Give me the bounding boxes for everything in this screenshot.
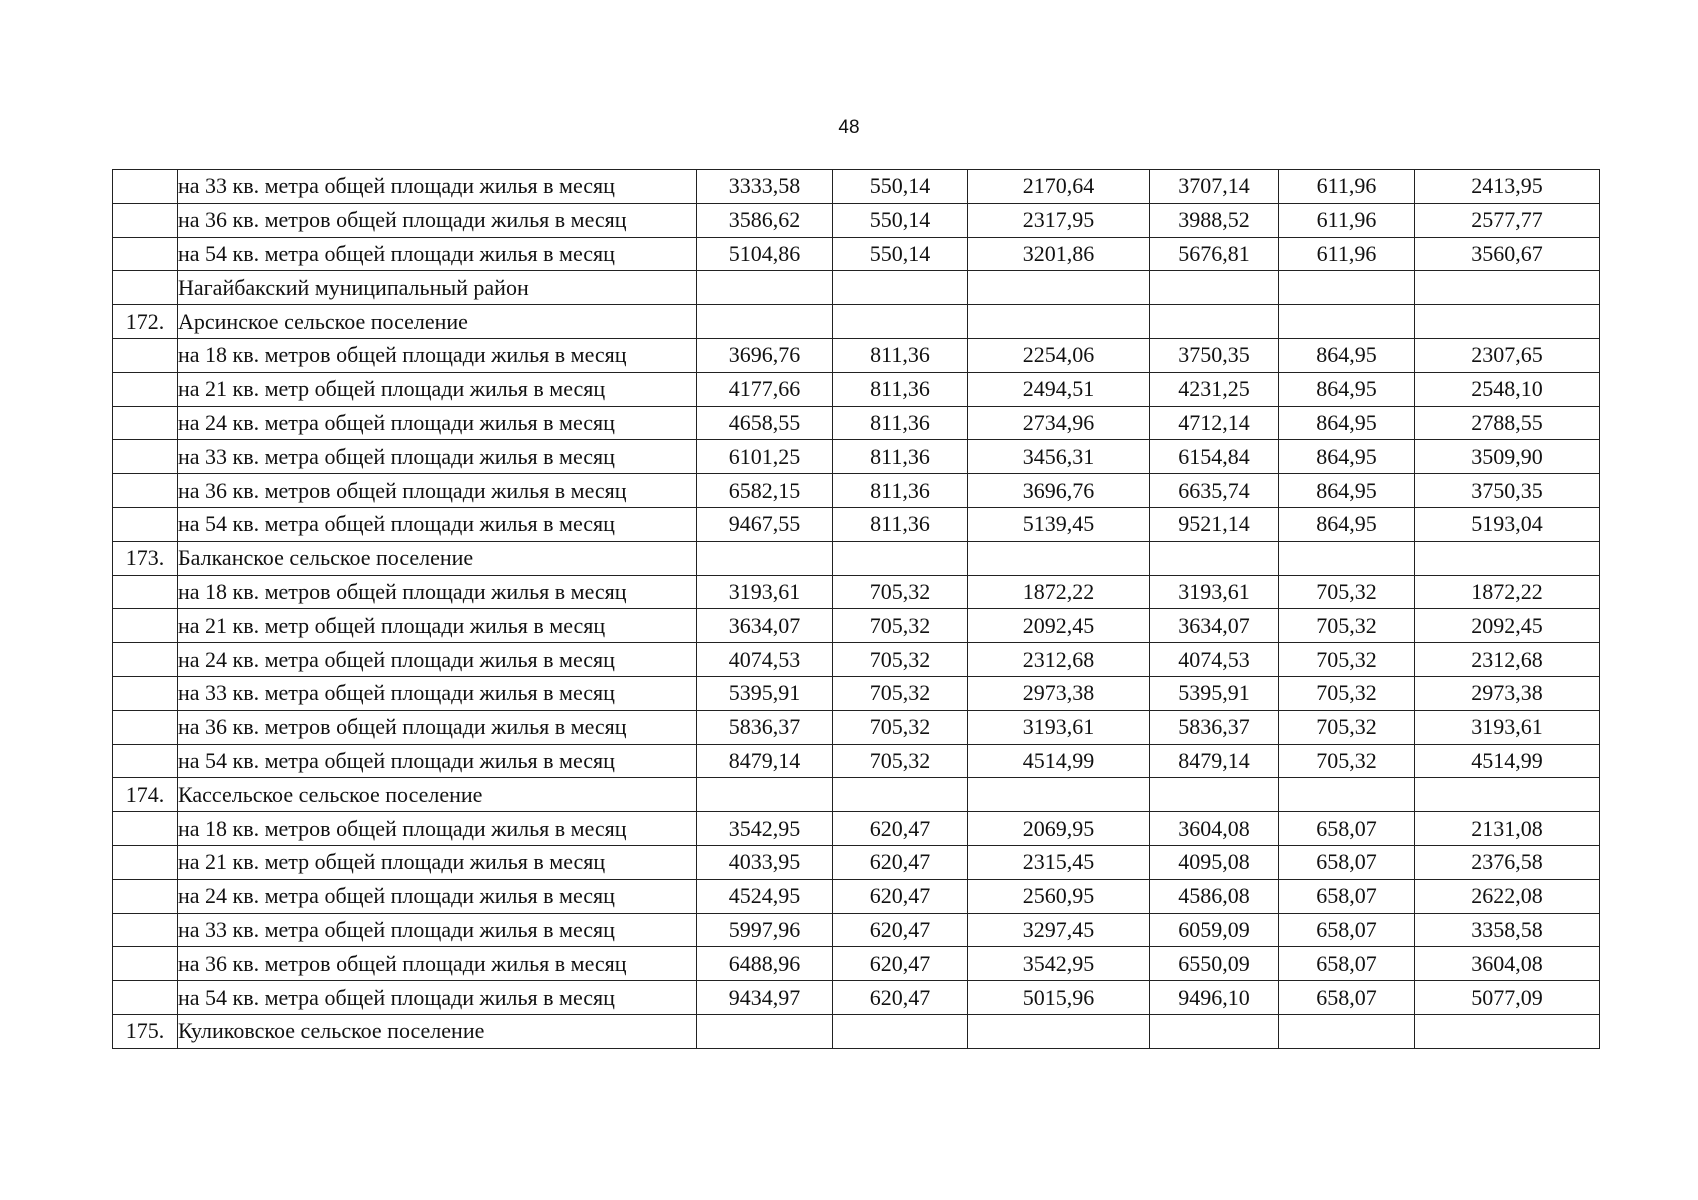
value-cell-4: 4586,08	[1150, 879, 1279, 913]
table-row	[113, 440, 1600, 474]
table-row	[113, 271, 1600, 305]
row-number-cell	[113, 845, 178, 879]
value-cell-6: 2092,45	[1415, 609, 1600, 643]
value-cell-2: 705,32	[833, 676, 968, 710]
value-cell-2: 550,14	[833, 170, 968, 204]
value-cell-6: 3193,61	[1415, 710, 1600, 744]
value-cell-5: 705,32	[1279, 643, 1415, 677]
value-cell-3	[968, 778, 1150, 812]
value-cell-3: 3696,76	[968, 474, 1150, 508]
value-cell-2: 620,47	[833, 981, 968, 1015]
row-number-cell: 173.	[113, 541, 178, 575]
row-number-cell	[113, 440, 178, 474]
value-cell-4: 5395,91	[1150, 676, 1279, 710]
row-number-cell	[113, 812, 178, 846]
value-cell-2: 550,14	[833, 237, 968, 271]
value-cell-4: 3988,52	[1150, 203, 1279, 237]
value-cell-5: 864,95	[1279, 474, 1415, 508]
value-cell-6: 2548,10	[1415, 372, 1600, 406]
value-cell-2: 620,47	[833, 947, 968, 981]
value-cell-1: 4074,53	[697, 643, 833, 677]
value-cell-5: 864,95	[1279, 440, 1415, 474]
table-row	[113, 947, 1600, 981]
row-number-cell	[113, 406, 178, 440]
value-cell-2: 705,32	[833, 575, 968, 609]
row-number-cell	[113, 643, 178, 677]
value-cell-6	[1415, 1014, 1600, 1048]
value-cell-3: 5139,45	[968, 507, 1150, 541]
value-cell-6: 5193,04	[1415, 507, 1600, 541]
value-cell-2: 705,32	[833, 609, 968, 643]
value-cell-1	[697, 1014, 833, 1048]
value-cell-5: 658,07	[1279, 812, 1415, 846]
row-name-cell: Арсинское сельское поселение	[178, 305, 697, 339]
table-row	[113, 609, 1600, 643]
value-cell-5	[1279, 778, 1415, 812]
value-cell-2: 705,32	[833, 744, 968, 778]
value-cell-3: 3456,31	[968, 440, 1150, 474]
value-cell-5: 658,07	[1279, 981, 1415, 1015]
value-cell-1: 5395,91	[697, 676, 833, 710]
row-number-cell	[113, 237, 178, 271]
value-cell-4: 3707,14	[1150, 170, 1279, 204]
value-cell-6: 2788,55	[1415, 406, 1600, 440]
value-cell-6: 2131,08	[1415, 812, 1600, 846]
value-cell-3	[968, 1014, 1150, 1048]
value-cell-5: 658,07	[1279, 947, 1415, 981]
value-cell-6: 3750,35	[1415, 474, 1600, 508]
row-name-cell: Куликовское сельское поселение	[178, 1014, 697, 1048]
value-cell-1: 5104,86	[697, 237, 833, 271]
row-number-cell	[113, 676, 178, 710]
value-cell-1: 4658,55	[697, 406, 833, 440]
row-number-cell	[113, 879, 178, 913]
row-name-cell: на 36 кв. метров общей площади жилья в месяц	[178, 203, 697, 237]
row-number-cell: 174.	[113, 778, 178, 812]
row-name-cell: на 54 кв. метра общей площади жилья в месяц	[178, 507, 697, 541]
value-cell-3: 5015,96	[968, 981, 1150, 1015]
table-row	[113, 305, 1600, 339]
value-cell-1: 4033,95	[697, 845, 833, 879]
value-cell-5: 864,95	[1279, 507, 1415, 541]
value-cell-1	[697, 541, 833, 575]
row-name-cell: на 33 кв. метра общей площади жилья в месяц	[178, 913, 697, 947]
row-number-cell: 172.	[113, 305, 178, 339]
value-cell-6: 3560,67	[1415, 237, 1600, 271]
value-cell-3: 2170,64	[968, 170, 1150, 204]
table-row	[113, 913, 1600, 947]
row-number-cell	[113, 913, 178, 947]
value-cell-5	[1279, 541, 1415, 575]
value-cell-3	[968, 541, 1150, 575]
value-cell-5: 705,32	[1279, 575, 1415, 609]
value-cell-5: 864,95	[1279, 372, 1415, 406]
value-cell-4	[1150, 541, 1279, 575]
value-cell-2: 620,47	[833, 913, 968, 947]
value-cell-1: 9434,97	[697, 981, 833, 1015]
value-cell-5: 611,96	[1279, 237, 1415, 271]
value-cell-2: 811,36	[833, 338, 968, 372]
value-cell-2: 811,36	[833, 474, 968, 508]
value-cell-2: 811,36	[833, 440, 968, 474]
row-number-cell	[113, 338, 178, 372]
row-number-cell: 175.	[113, 1014, 178, 1048]
value-cell-3: 2315,45	[968, 845, 1150, 879]
row-name-cell: на 33 кв. метра общей площади жилья в месяц	[178, 676, 697, 710]
value-cell-6: 3604,08	[1415, 947, 1600, 981]
value-cell-6: 1872,22	[1415, 575, 1600, 609]
table-row	[113, 879, 1600, 913]
value-cell-6: 2973,38	[1415, 676, 1600, 710]
value-cell-5: 705,32	[1279, 710, 1415, 744]
value-cell-1: 4177,66	[697, 372, 833, 406]
value-cell-5: 611,96	[1279, 203, 1415, 237]
value-cell-1	[697, 778, 833, 812]
value-cell-2: 811,36	[833, 507, 968, 541]
value-cell-1: 4524,95	[697, 879, 833, 913]
row-name-cell: на 21 кв. метр общей площади жилья в месяц	[178, 845, 697, 879]
value-cell-4: 6550,09	[1150, 947, 1279, 981]
row-name-cell: на 33 кв. метра общей площади жилья в месяц	[178, 440, 697, 474]
value-cell-4	[1150, 1014, 1279, 1048]
row-name-cell: на 24 кв. метра общей площади жилья в месяц	[178, 406, 697, 440]
value-cell-3: 2254,06	[968, 338, 1150, 372]
value-cell-5: 705,32	[1279, 676, 1415, 710]
value-cell-5	[1279, 271, 1415, 305]
value-cell-6: 2376,58	[1415, 845, 1600, 879]
row-name-cell: на 18 кв. метров общей площади жилья в месяц	[178, 575, 697, 609]
value-cell-3: 2973,38	[968, 676, 1150, 710]
value-cell-6	[1415, 541, 1600, 575]
value-cell-6: 2312,68	[1415, 643, 1600, 677]
value-cell-5: 658,07	[1279, 879, 1415, 913]
value-cell-3: 2494,51	[968, 372, 1150, 406]
value-cell-4	[1150, 305, 1279, 339]
value-cell-6: 2577,77	[1415, 203, 1600, 237]
value-cell-4: 6154,84	[1150, 440, 1279, 474]
value-cell-1: 3696,76	[697, 338, 833, 372]
value-cell-2: 620,47	[833, 879, 968, 913]
row-name-cell: на 36 кв. метров общей площади жилья в месяц	[178, 474, 697, 508]
table-row	[113, 812, 1600, 846]
value-cell-4: 4074,53	[1150, 643, 1279, 677]
value-cell-5: 705,32	[1279, 744, 1415, 778]
value-cell-2: 705,32	[833, 643, 968, 677]
value-cell-2: 550,14	[833, 203, 968, 237]
table-row	[113, 1014, 1600, 1048]
value-cell-4: 5836,37	[1150, 710, 1279, 744]
row-number-cell	[113, 710, 178, 744]
value-cell-5: 658,07	[1279, 913, 1415, 947]
value-cell-5: 705,32	[1279, 609, 1415, 643]
row-name-cell: на 36 кв. метров общей площади жилья в месяц	[178, 947, 697, 981]
value-cell-1: 8479,14	[697, 744, 833, 778]
value-cell-5: 658,07	[1279, 845, 1415, 879]
value-cell-5: 864,95	[1279, 406, 1415, 440]
table-row	[113, 474, 1600, 508]
tariff-table	[112, 169, 1600, 1049]
row-number-cell	[113, 609, 178, 643]
value-cell-2	[833, 778, 968, 812]
row-name-cell: на 18 кв. метров общей площади жилья в месяц	[178, 812, 697, 846]
value-cell-1: 6101,25	[697, 440, 833, 474]
row-name-cell: на 21 кв. метр общей площади жилья в месяц	[178, 372, 697, 406]
value-cell-5	[1279, 1014, 1415, 1048]
page-number: 48	[838, 117, 860, 138]
value-cell-3: 2069,95	[968, 812, 1150, 846]
value-cell-4: 3750,35	[1150, 338, 1279, 372]
value-cell-2: 620,47	[833, 812, 968, 846]
value-cell-1: 3542,95	[697, 812, 833, 846]
value-cell-1: 3333,58	[697, 170, 833, 204]
row-number-cell	[113, 575, 178, 609]
row-number-cell	[113, 507, 178, 541]
value-cell-6: 4514,99	[1415, 744, 1600, 778]
value-cell-2	[833, 271, 968, 305]
row-number-cell	[113, 744, 178, 778]
value-cell-4: 4712,14	[1150, 406, 1279, 440]
table-row	[113, 406, 1600, 440]
value-cell-4	[1150, 778, 1279, 812]
value-cell-4: 8479,14	[1150, 744, 1279, 778]
value-cell-3: 3297,45	[968, 913, 1150, 947]
table-row	[113, 778, 1600, 812]
row-number-cell	[113, 203, 178, 237]
row-name-cell: на 54 кв. метра общей площади жилья в месяц	[178, 237, 697, 271]
value-cell-5: 611,96	[1279, 170, 1415, 204]
value-cell-4: 9521,14	[1150, 507, 1279, 541]
value-cell-4	[1150, 271, 1279, 305]
value-cell-1: 3634,07	[697, 609, 833, 643]
table-row	[113, 203, 1600, 237]
value-cell-6	[1415, 305, 1600, 339]
row-number-cell	[113, 170, 178, 204]
value-cell-5	[1279, 305, 1415, 339]
table-row	[113, 643, 1600, 677]
value-cell-3: 2560,95	[968, 879, 1150, 913]
row-name-cell: на 54 кв. метра общей площади жилья в месяц	[178, 981, 697, 1015]
value-cell-2: 811,36	[833, 406, 968, 440]
row-name-cell: на 24 кв. метра общей площади жилья в месяц	[178, 643, 697, 677]
value-cell-1	[697, 271, 833, 305]
table-row	[113, 170, 1600, 204]
value-cell-4: 5676,81	[1150, 237, 1279, 271]
value-cell-6	[1415, 271, 1600, 305]
value-cell-1: 9467,55	[697, 507, 833, 541]
value-cell-1: 6582,15	[697, 474, 833, 508]
value-cell-1: 3193,61	[697, 575, 833, 609]
value-cell-6: 2413,95	[1415, 170, 1600, 204]
value-cell-3: 3193,61	[968, 710, 1150, 744]
row-name-cell: на 36 кв. метров общей площади жилья в месяц	[178, 710, 697, 744]
table-row	[113, 845, 1600, 879]
table-row	[113, 744, 1600, 778]
value-cell-4: 6635,74	[1150, 474, 1279, 508]
row-name-cell: на 33 кв. метра общей площади жилья в месяц	[178, 170, 697, 204]
value-cell-4: 3634,07	[1150, 609, 1279, 643]
value-cell-6: 2307,65	[1415, 338, 1600, 372]
value-cell-4: 4095,08	[1150, 845, 1279, 879]
table-row	[113, 981, 1600, 1015]
value-cell-1: 6488,96	[697, 947, 833, 981]
row-number-cell	[113, 947, 178, 981]
value-cell-1: 3586,62	[697, 203, 833, 237]
value-cell-3: 2734,96	[968, 406, 1150, 440]
row-name-cell: Кассельское сельское поселение	[178, 778, 697, 812]
value-cell-2	[833, 305, 968, 339]
row-number-cell	[113, 474, 178, 508]
value-cell-4: 9496,10	[1150, 981, 1279, 1015]
value-cell-1: 5997,96	[697, 913, 833, 947]
value-cell-4: 4231,25	[1150, 372, 1279, 406]
value-cell-3: 2312,68	[968, 643, 1150, 677]
value-cell-3: 1872,22	[968, 575, 1150, 609]
value-cell-4: 3193,61	[1150, 575, 1279, 609]
value-cell-1: 5836,37	[697, 710, 833, 744]
table-row	[113, 676, 1600, 710]
row-name-cell: на 24 кв. метра общей площади жилья в месяц	[178, 879, 697, 913]
row-name-cell: Нагайбакский муниципальный район	[178, 271, 697, 305]
table-row	[113, 541, 1600, 575]
value-cell-2: 705,32	[833, 710, 968, 744]
row-name-cell: на 54 кв. метра общей площади жилья в месяц	[178, 744, 697, 778]
row-number-cell	[113, 271, 178, 305]
value-cell-6	[1415, 778, 1600, 812]
value-cell-5: 864,95	[1279, 338, 1415, 372]
value-cell-3: 2092,45	[968, 609, 1150, 643]
value-cell-2: 811,36	[833, 372, 968, 406]
value-cell-4: 3604,08	[1150, 812, 1279, 846]
value-cell-6: 2622,08	[1415, 879, 1600, 913]
tariff-table-body	[113, 170, 1600, 1049]
row-name-cell: Балканское сельское поселение	[178, 541, 697, 575]
value-cell-2	[833, 541, 968, 575]
row-name-cell: на 18 кв. метров общей площади жилья в месяц	[178, 338, 697, 372]
table-row	[113, 237, 1600, 271]
value-cell-2: 620,47	[833, 845, 968, 879]
value-cell-3: 3542,95	[968, 947, 1150, 981]
value-cell-3: 3201,86	[968, 237, 1150, 271]
table-row	[113, 710, 1600, 744]
table-row	[113, 372, 1600, 406]
table-row	[113, 575, 1600, 609]
value-cell-3	[968, 305, 1150, 339]
value-cell-6: 3509,90	[1415, 440, 1600, 474]
value-cell-2	[833, 1014, 968, 1048]
table-row	[113, 338, 1600, 372]
value-cell-3: 4514,99	[968, 744, 1150, 778]
value-cell-4: 6059,09	[1150, 913, 1279, 947]
table-row	[113, 507, 1600, 541]
value-cell-3: 2317,95	[968, 203, 1150, 237]
row-number-cell	[113, 372, 178, 406]
value-cell-6: 5077,09	[1415, 981, 1600, 1015]
row-name-cell: на 21 кв. метр общей площади жилья в месяц	[178, 609, 697, 643]
value-cell-3	[968, 271, 1150, 305]
row-number-cell	[113, 981, 178, 1015]
value-cell-1	[697, 305, 833, 339]
value-cell-6: 3358,58	[1415, 913, 1600, 947]
